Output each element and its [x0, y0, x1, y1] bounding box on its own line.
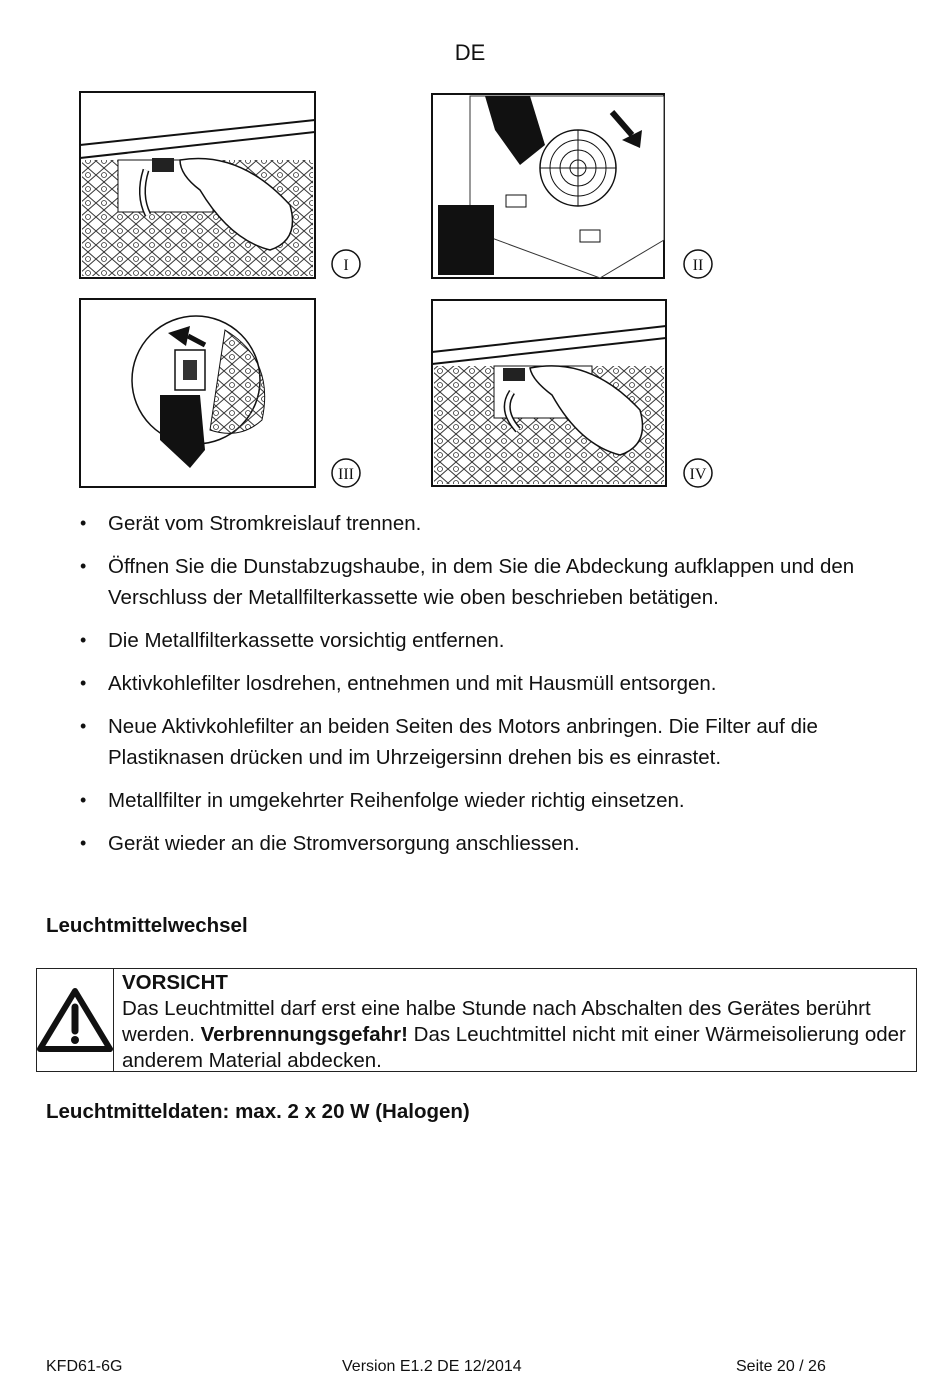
- warning-box: [36, 968, 917, 1072]
- step-illustration-2: [432, 94, 664, 278]
- svg-text:IV: IV: [689, 466, 707, 483]
- step-label-1: [332, 250, 360, 278]
- list-item: • Aktivkohlefilter losdrehen, entnehmen und mit Hausmüll entsorgen.: [78, 668, 908, 699]
- step-list: [78, 508, 908, 871]
- bullet-icon: •: [80, 513, 87, 533]
- warning-title: VORSICHT: [122, 971, 228, 994]
- svg-text:III: III: [338, 466, 354, 483]
- bullet-icon: •: [80, 716, 87, 736]
- step-label-4: [684, 459, 712, 487]
- warning-icon-cell: [37, 969, 114, 1071]
- bullet-icon: •: [80, 833, 87, 853]
- warning-emphasis: Verbrennungsgefahr!: [200, 1023, 408, 1046]
- step-label-2: [684, 250, 712, 278]
- warning-body: Das Leuchtmittel darf erst eine halbe Stunde nach Abschalten des Gerätes berührt werden. Verbrennungsgefahr! Das Leuchtmittel nicht mit einer Wärmeisolierung oder anderem Material abdecken.: [122, 997, 906, 1072]
- step-label-3: [332, 459, 360, 487]
- step-illustration-4: [432, 300, 666, 486]
- filter-replacement-illustration: [0, 85, 950, 505]
- step-illustration-1: [80, 92, 315, 278]
- step-illustration-3: [80, 299, 315, 487]
- list-item: • Die Metallfilterkassette vorsichtig entfernen.: [78, 625, 908, 656]
- bullet-icon: •: [80, 556, 87, 576]
- list-item: • Metallfilter in umgekehrter Reihenfolge wieder richtig einsetzen.: [78, 785, 908, 816]
- list-item: • Gerät vom Stromkreislauf trennen.: [78, 508, 908, 539]
- section-heading: Leuchtmittelwechsel: [46, 914, 248, 937]
- list-item: • Öffnen Sie die Dunstabzugshaube, in dem Sie die Abdeckung aufklappen und den Verschluss der Metallfilterkassette wie oben beschrieben betätigen.: [78, 551, 908, 613]
- list-item: • Neue Aktivkohlefilter an beiden Seiten des Motors anbringen. Die Filter auf die Plastiknasen drücken und im Uhrzeigersinn drehen bis es einrastet.: [78, 711, 908, 773]
- svg-text:I: I: [343, 257, 349, 274]
- footer-version: Version E1.2 DE 12/2014: [342, 1358, 522, 1375]
- lamp-data: Leuchtmitteldaten: max. 2 x 20 W (Halogen): [46, 1100, 470, 1123]
- warning-triangle-icon: [37, 987, 113, 1053]
- bullet-icon: •: [80, 790, 87, 810]
- list-item: • Gerät wieder an die Stromversorgung anschliessen.: [78, 828, 908, 859]
- svg-text:II: II: [692, 257, 704, 274]
- footer-model: KFD61-6G: [46, 1358, 123, 1375]
- bullet-icon: •: [80, 630, 87, 650]
- footer-page-number: Seite 20 / 26: [736, 1358, 826, 1375]
- bullet-icon: •: [80, 673, 87, 693]
- warning-text: [114, 969, 916, 1071]
- language-label: DE: [454, 40, 486, 65]
